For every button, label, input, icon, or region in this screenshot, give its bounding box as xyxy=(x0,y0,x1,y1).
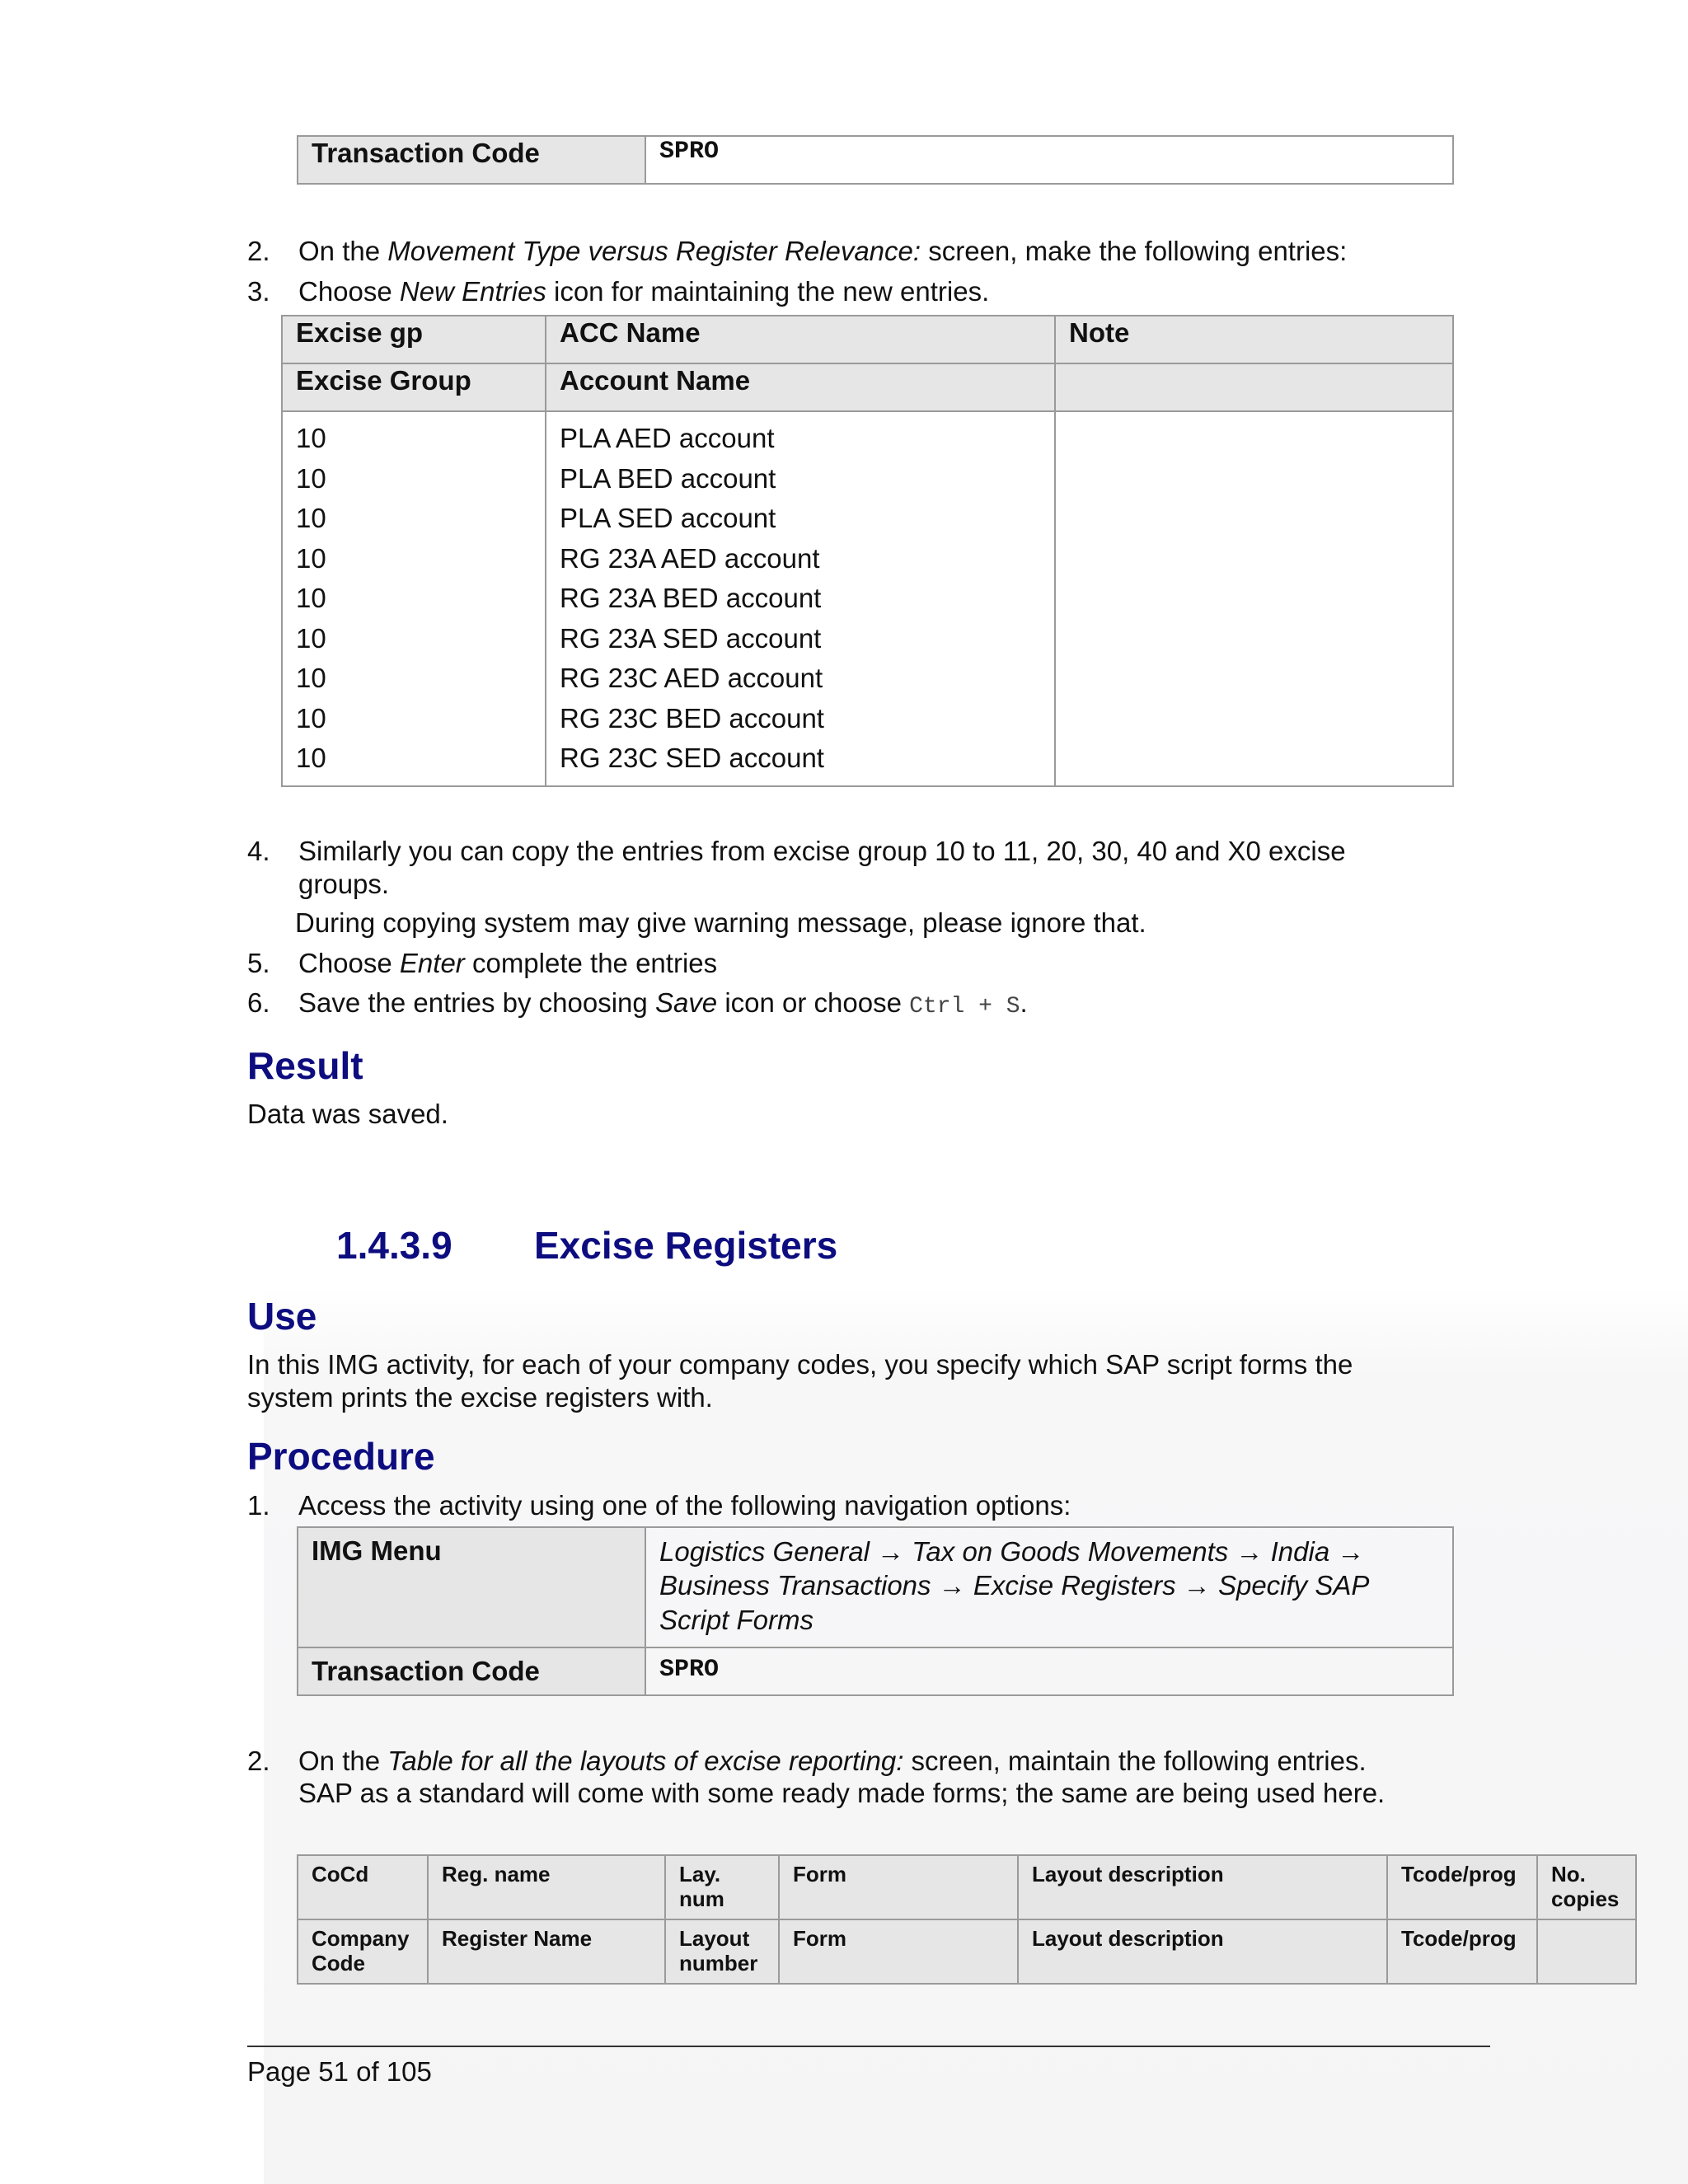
list-item: 10 xyxy=(296,702,326,733)
list-item: RG 23C SED account xyxy=(560,743,824,773)
list-item: PLA AED account xyxy=(560,423,775,453)
img-menu-path: Logistics General → Tax on Goods Movements → India → Business Transactions → Excise Registers → Specify SAP Script Forms xyxy=(645,1527,1453,1647)
excise-group-values xyxy=(282,411,546,786)
result-text: Data was saved. xyxy=(247,1099,448,1129)
col-header-excise-gp: Excise gp xyxy=(282,316,546,363)
list-item: RG 23C BED account xyxy=(560,702,824,733)
col-header-reg-name: Reg. name xyxy=(428,1855,665,1919)
page-number: Page 51 of 105 xyxy=(247,2056,432,2087)
subheader-no-copies xyxy=(1537,1919,1636,1984)
col-header-layout-description: Layout description xyxy=(1018,1855,1387,1919)
excise-group-table xyxy=(281,315,1454,787)
col-header-form: Form xyxy=(779,1855,1018,1919)
tcode-label: Transaction Code xyxy=(298,136,645,184)
col-header-acc-name: ACC Name xyxy=(546,316,1055,363)
list-item: PLA SED account xyxy=(560,503,776,533)
tcode-value: SPRO xyxy=(645,136,1453,184)
transaction-code-value: SPRO xyxy=(645,1647,1453,1695)
layout-table xyxy=(297,1854,1637,1985)
subheader-tcode-prog: Tcode/prog xyxy=(1387,1919,1537,1984)
list-item: RG 23A AED account xyxy=(560,542,820,574)
procedure-step-2-line2: SAP as a standard will come with some ready made forms; the same are being used here. xyxy=(298,1778,1386,1808)
subheader-layout-description: Layout description xyxy=(1018,1919,1387,1984)
list-item: RG 23A BED account xyxy=(560,583,822,613)
step-4-note: During copying system may give warning message, please ignore that. xyxy=(295,907,1146,938)
subheader-layout-number: Layout number xyxy=(665,1919,779,1984)
col-header-tcode-prog: Tcode/prog xyxy=(1387,1855,1537,1919)
list-item: PLA BED account xyxy=(560,462,776,494)
shortcut-code: Ctrl + S xyxy=(909,994,1020,1019)
list-item: 10 xyxy=(296,583,326,613)
section-title: Excise Registers xyxy=(534,1224,838,1267)
page-shading xyxy=(264,1286,1688,2184)
subheader-account-name: Account Name xyxy=(546,363,1055,411)
subheader-form: Form xyxy=(779,1919,1018,1984)
col-header-cocd: CoCd xyxy=(298,1855,428,1919)
transaction-code-label: Transaction Code xyxy=(298,1647,645,1695)
use-heading: Use xyxy=(247,1295,317,1338)
navigation-table xyxy=(297,1526,1454,1696)
subheader-excise-group: Excise Group xyxy=(282,363,546,411)
col-header-lay-num: Lay. num xyxy=(665,1855,779,1919)
footer-rule xyxy=(247,2046,1490,2047)
list-item: RG 23C AED account xyxy=(560,663,823,693)
subheader-register-name: Register Name xyxy=(428,1919,665,1984)
procedure-heading: Procedure xyxy=(247,1435,435,1478)
use-text: In this IMG activity, for each of your company codes, you specify which SAP script forms the system prints the excise registers with. xyxy=(247,1349,1353,1413)
list-item: 10 xyxy=(296,743,326,773)
col-header-no-copies: No. copies xyxy=(1537,1855,1636,1919)
account-name-values xyxy=(546,411,1055,786)
list-item: 10 xyxy=(296,542,326,574)
list-item: RG 23A SED account xyxy=(560,622,822,654)
result-heading: Result xyxy=(247,1044,363,1087)
img-menu-label: IMG Menu xyxy=(298,1527,645,1647)
list-item: 10 xyxy=(296,462,326,494)
section-number: 1.4.3.9 xyxy=(336,1224,452,1267)
list-item: 10 xyxy=(296,503,326,533)
subheader-company-code: Company Code xyxy=(298,1919,428,1984)
list-item: 10 xyxy=(296,423,326,453)
list-item: 10 xyxy=(296,663,326,693)
transaction-code-table xyxy=(297,135,1454,185)
col-header-note: Note xyxy=(1055,316,1453,363)
list-item: 10 xyxy=(296,622,326,654)
note-cell xyxy=(1055,411,1453,786)
subheader-note xyxy=(1055,363,1453,411)
